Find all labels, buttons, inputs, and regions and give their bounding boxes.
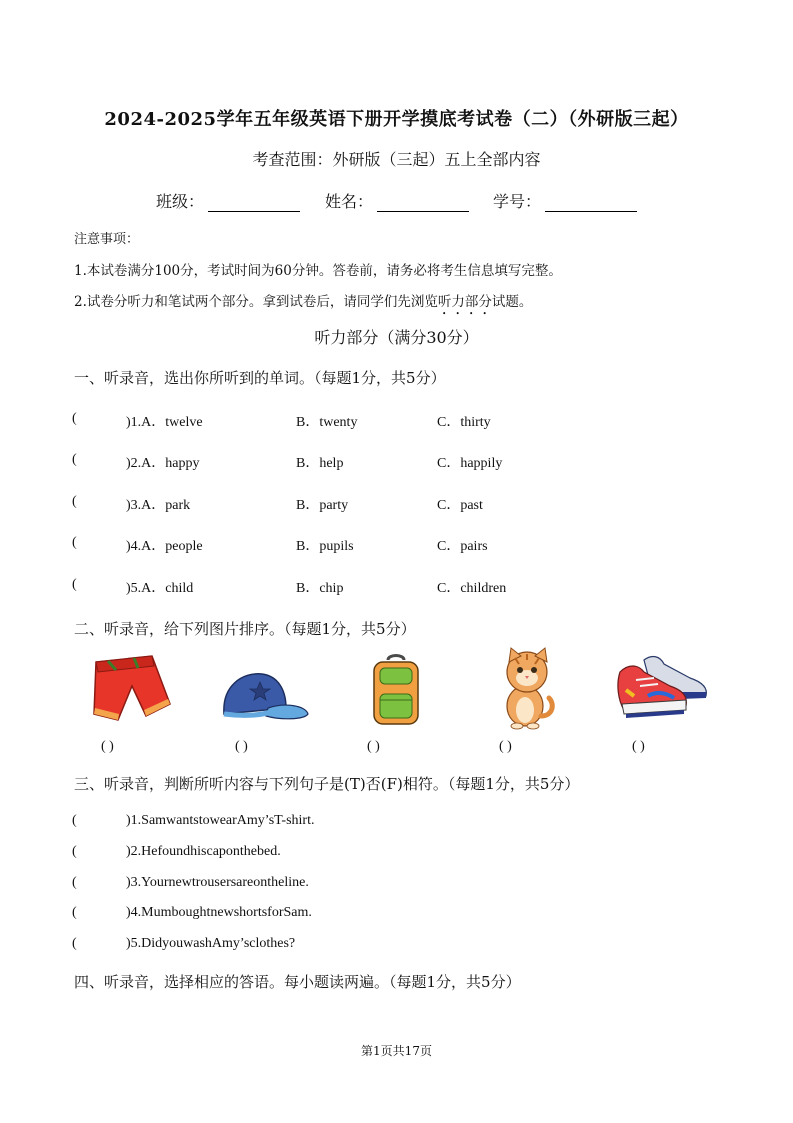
cap-image (220, 668, 310, 726)
note-2-start: 2.试卷分听力和笔试两个部分。拿到试卷后，请同学们先浏览 (74, 294, 438, 310)
exam-title: 2024-2025学年五年级英语下册开学摸底考试卷（二）（外研版三起） (104, 109, 689, 130)
note-1: 1.本试卷满分100分，考试时间为60分钟。答卷前，请务必将考生信息填写完整。 (74, 263, 562, 279)
sneakers-image (614, 650, 710, 724)
q1-1-option-a: )1.A．twelve (126, 415, 203, 430)
section-1-heading: 一、听录音，选出你所听到的单词。（每题1分，共5分） (74, 369, 446, 387)
picture-4-blank[interactable]: ( ) (499, 739, 512, 754)
id-blank-line[interactable] (545, 195, 637, 212)
cat-image (495, 646, 559, 730)
picture-1-blank[interactable]: ( ) (101, 739, 114, 754)
q1-3-option-a: )3.A．park (126, 498, 191, 513)
q3-5-text: )5.DidyouwashAmy’sclothes? (126, 936, 296, 951)
q3-2-text: )2.Hefoundhiscaponthebed. (126, 844, 281, 859)
id-field (493, 189, 637, 212)
q3-1-paren[interactable]: ( (72, 813, 77, 828)
q1-4-option-a: )4.A．people (126, 539, 203, 554)
q1-4-paren[interactable]: ( (72, 535, 77, 550)
q1-5-option-a: )5.A．child (126, 581, 194, 596)
page-footer: 第1页共17页 (361, 1044, 432, 1058)
picture-3-blank[interactable]: ( ) (367, 739, 380, 754)
q3-2-paren[interactable]: ( (72, 844, 77, 859)
q1-2-option-a: )2.A．happy (126, 456, 200, 471)
q1-5-option-b: B．chip (296, 581, 344, 596)
q3-5-paren[interactable]: ( (72, 936, 77, 951)
name-label: 姓名： (325, 192, 374, 211)
q1-5-paren[interactable]: ( (72, 577, 77, 592)
class-label: 班级： (156, 192, 205, 211)
q1-4-option-c: C．pairs (437, 539, 488, 554)
q3-1-text: )1.SamwantstowearAmy’sT-shirt. (126, 813, 315, 828)
section-4-heading: 四、听录音，选择相应的答语。每小题读两遍。（每题1分，共5分） (74, 973, 521, 991)
picture-5-blank[interactable]: ( ) (632, 739, 645, 754)
exam-scope: 考查范围：外研版（三起）五上全部内容 (252, 150, 541, 169)
q1-4-option-b: B．pupils (296, 539, 354, 554)
listening-part-heading: 听力部分（满分30分） (314, 328, 479, 347)
q1-3-paren[interactable]: ( (72, 494, 77, 509)
id-label: 学号： (493, 192, 542, 211)
backpack-image (366, 654, 426, 728)
section-2-heading: 二、听录音，给下列图片排序。（每题1分，共5分） (74, 620, 416, 638)
q3-3-paren[interactable]: ( (72, 875, 77, 890)
shorts-image (88, 652, 180, 724)
note-2-emphasis: 听力部分 (437, 294, 492, 310)
q1-2-paren[interactable]: ( (72, 452, 77, 467)
q1-2-option-b: B．help (296, 456, 344, 471)
notes-heading: 注意事项： (74, 232, 140, 247)
q3-4-paren[interactable]: ( (72, 905, 77, 920)
q1-1-option-c: C．thirty (437, 415, 491, 430)
name-blank-line[interactable] (377, 195, 469, 212)
note-2 (74, 290, 532, 318)
q1-5-option-c: C．children (437, 581, 507, 596)
q1-2-option-c: C．happily (437, 456, 503, 471)
picture-2-blank[interactable]: ( ) (235, 739, 248, 754)
q1-1-paren[interactable]: ( (72, 411, 77, 426)
q3-3-text: )3.Yournewtrousersareontheline. (126, 875, 309, 890)
q1-3-option-c: C．past (437, 498, 483, 513)
class-blank-line[interactable] (208, 195, 300, 212)
q3-4-text: )4.MumboughtnewshortsforSam. (126, 905, 312, 920)
name-field (325, 189, 469, 212)
section-3-heading: 三、听录音，判断所听内容与下列句子是(T)否(F)相符。（每题1分，共5分） (74, 775, 580, 793)
note-2-end: 试题。 (491, 294, 533, 310)
class-field (156, 189, 300, 212)
q1-3-option-b: B．party (296, 498, 349, 513)
q1-1-option-b: B．twenty (296, 415, 358, 430)
